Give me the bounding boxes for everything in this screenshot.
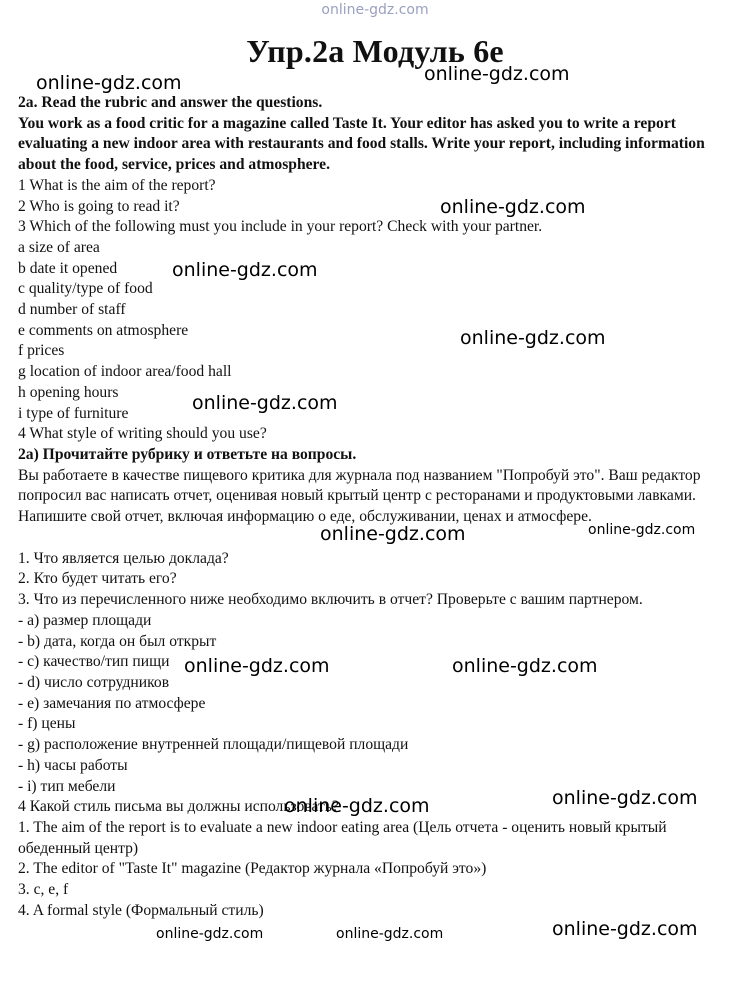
task-en-heading: 2a. Read the rubric and answer the questions. <box>18 94 323 111</box>
watermark: online-gdz.com <box>336 926 444 942</box>
task-en-option: a size of area <box>18 238 100 256</box>
answer-1: 1. The aim of the report is to evaluate a new indoor eating area (Цель отчета - оценить новый крытый обеденный центр) <box>18 818 667 857</box>
answer-3: 3. c, e, f <box>18 881 69 899</box>
watermark: online-gdz.com <box>588 522 696 538</box>
task-ru-option: - а) размер площади <box>18 611 152 629</box>
task-ru-option: - d) число сотрудников <box>18 673 170 691</box>
top-url-watermark: online-gdz.com <box>321 2 429 18</box>
task-en-option: e comments on atmosphere <box>18 321 189 339</box>
watermark: online-gdz.com <box>156 926 264 942</box>
task-ru-option: - i) тип мебели <box>18 777 116 795</box>
task-en-question-2: 2 Who is going to read it? <box>18 197 180 215</box>
watermark: online-gdz.com <box>552 787 698 809</box>
task-ru-option: - e) замечания по атмосфере <box>18 694 206 712</box>
watermark: online-gdz.com <box>184 655 330 677</box>
task-en-question-3: 3 Which of the following must you include in your report? Check with your partner. <box>18 218 543 236</box>
watermark: online-gdz.com <box>284 795 430 817</box>
task-ru-heading: 2а) Прочитайте рубрику и ответьте на вопросы. <box>18 445 357 463</box>
task-en-option: b date it opened <box>18 259 118 277</box>
task-en-option: f prices <box>18 342 65 360</box>
task-ru-option: - b) дата, когда он был открыт <box>18 632 217 650</box>
task-ru-rubric: Вы работаете в качестве пищевого критика для журнала под названием "Попробуй это". Ваш редактор попросил вас написать отчет, оценивая новый крытый центр с ресторанами и продуктовыми лавками. Напишите свой отчет, включая информацию о еде, обслуживании, ценах и атмосфере. <box>18 466 701 526</box>
task-ru-option: - g) расположение внутренней площади/пищевой площади <box>18 736 409 754</box>
task-en-rubric: You work as a food critic for a magazine called Taste It. Your editor has asked you to write a report evaluating a new indoor area with restaurants and food stalls. Write your report, including information about the food, service, prices and atmosphere. <box>18 114 705 174</box>
task-en-option: d number of staff <box>18 301 126 319</box>
task-en-question-4: 4 What style of writing should you use? <box>18 425 267 443</box>
task-ru-question-3: 3. Что из перечисленного ниже необходимо включить в отчет? Проверьте с вашим партнером. <box>18 591 643 609</box>
watermark: online-gdz.com <box>460 327 606 349</box>
watermark: online-gdz.com <box>320 523 466 545</box>
task-ru-option: - h) часы работы <box>18 756 128 774</box>
task-ru-question-4: 4 Какой стиль письма вы должны использовать? <box>18 798 339 816</box>
page-title: Упр.2а Модуль 6е <box>246 33 504 69</box>
watermark: online-gdz.com <box>440 196 586 218</box>
watermark: online-gdz.com <box>424 63 570 85</box>
watermark: online-gdz.com <box>192 392 338 414</box>
task-ru-option: - f) цены <box>18 715 76 733</box>
task-en-option: h opening hours <box>18 383 119 401</box>
task-en-option: i type of furniture <box>18 404 129 422</box>
task-en-option: g location of indoor area/food hall <box>18 363 232 381</box>
task-ru-question-2: 2. Кто будет читать его? <box>18 570 177 588</box>
task-en-question-1: 1 What is the aim of the report? <box>18 176 216 194</box>
watermark: online-gdz.com <box>552 918 698 940</box>
task-en-option: c quality/type of food <box>18 280 153 298</box>
watermark: online-gdz.com <box>172 259 318 281</box>
answer-4: 4. A formal style (Формальный стиль) <box>18 901 264 919</box>
watermark: online-gdz.com <box>452 655 598 677</box>
task-ru-option: - c) качество/тип пищи <box>18 653 170 671</box>
answer-2: 2. The editor of "Taste It" magazine (Редактор журнала «Попробуй это») <box>18 860 487 878</box>
task-ru-question-1: 1. Что является целью доклада? <box>18 549 229 567</box>
watermark: online-gdz.com <box>36 72 182 94</box>
